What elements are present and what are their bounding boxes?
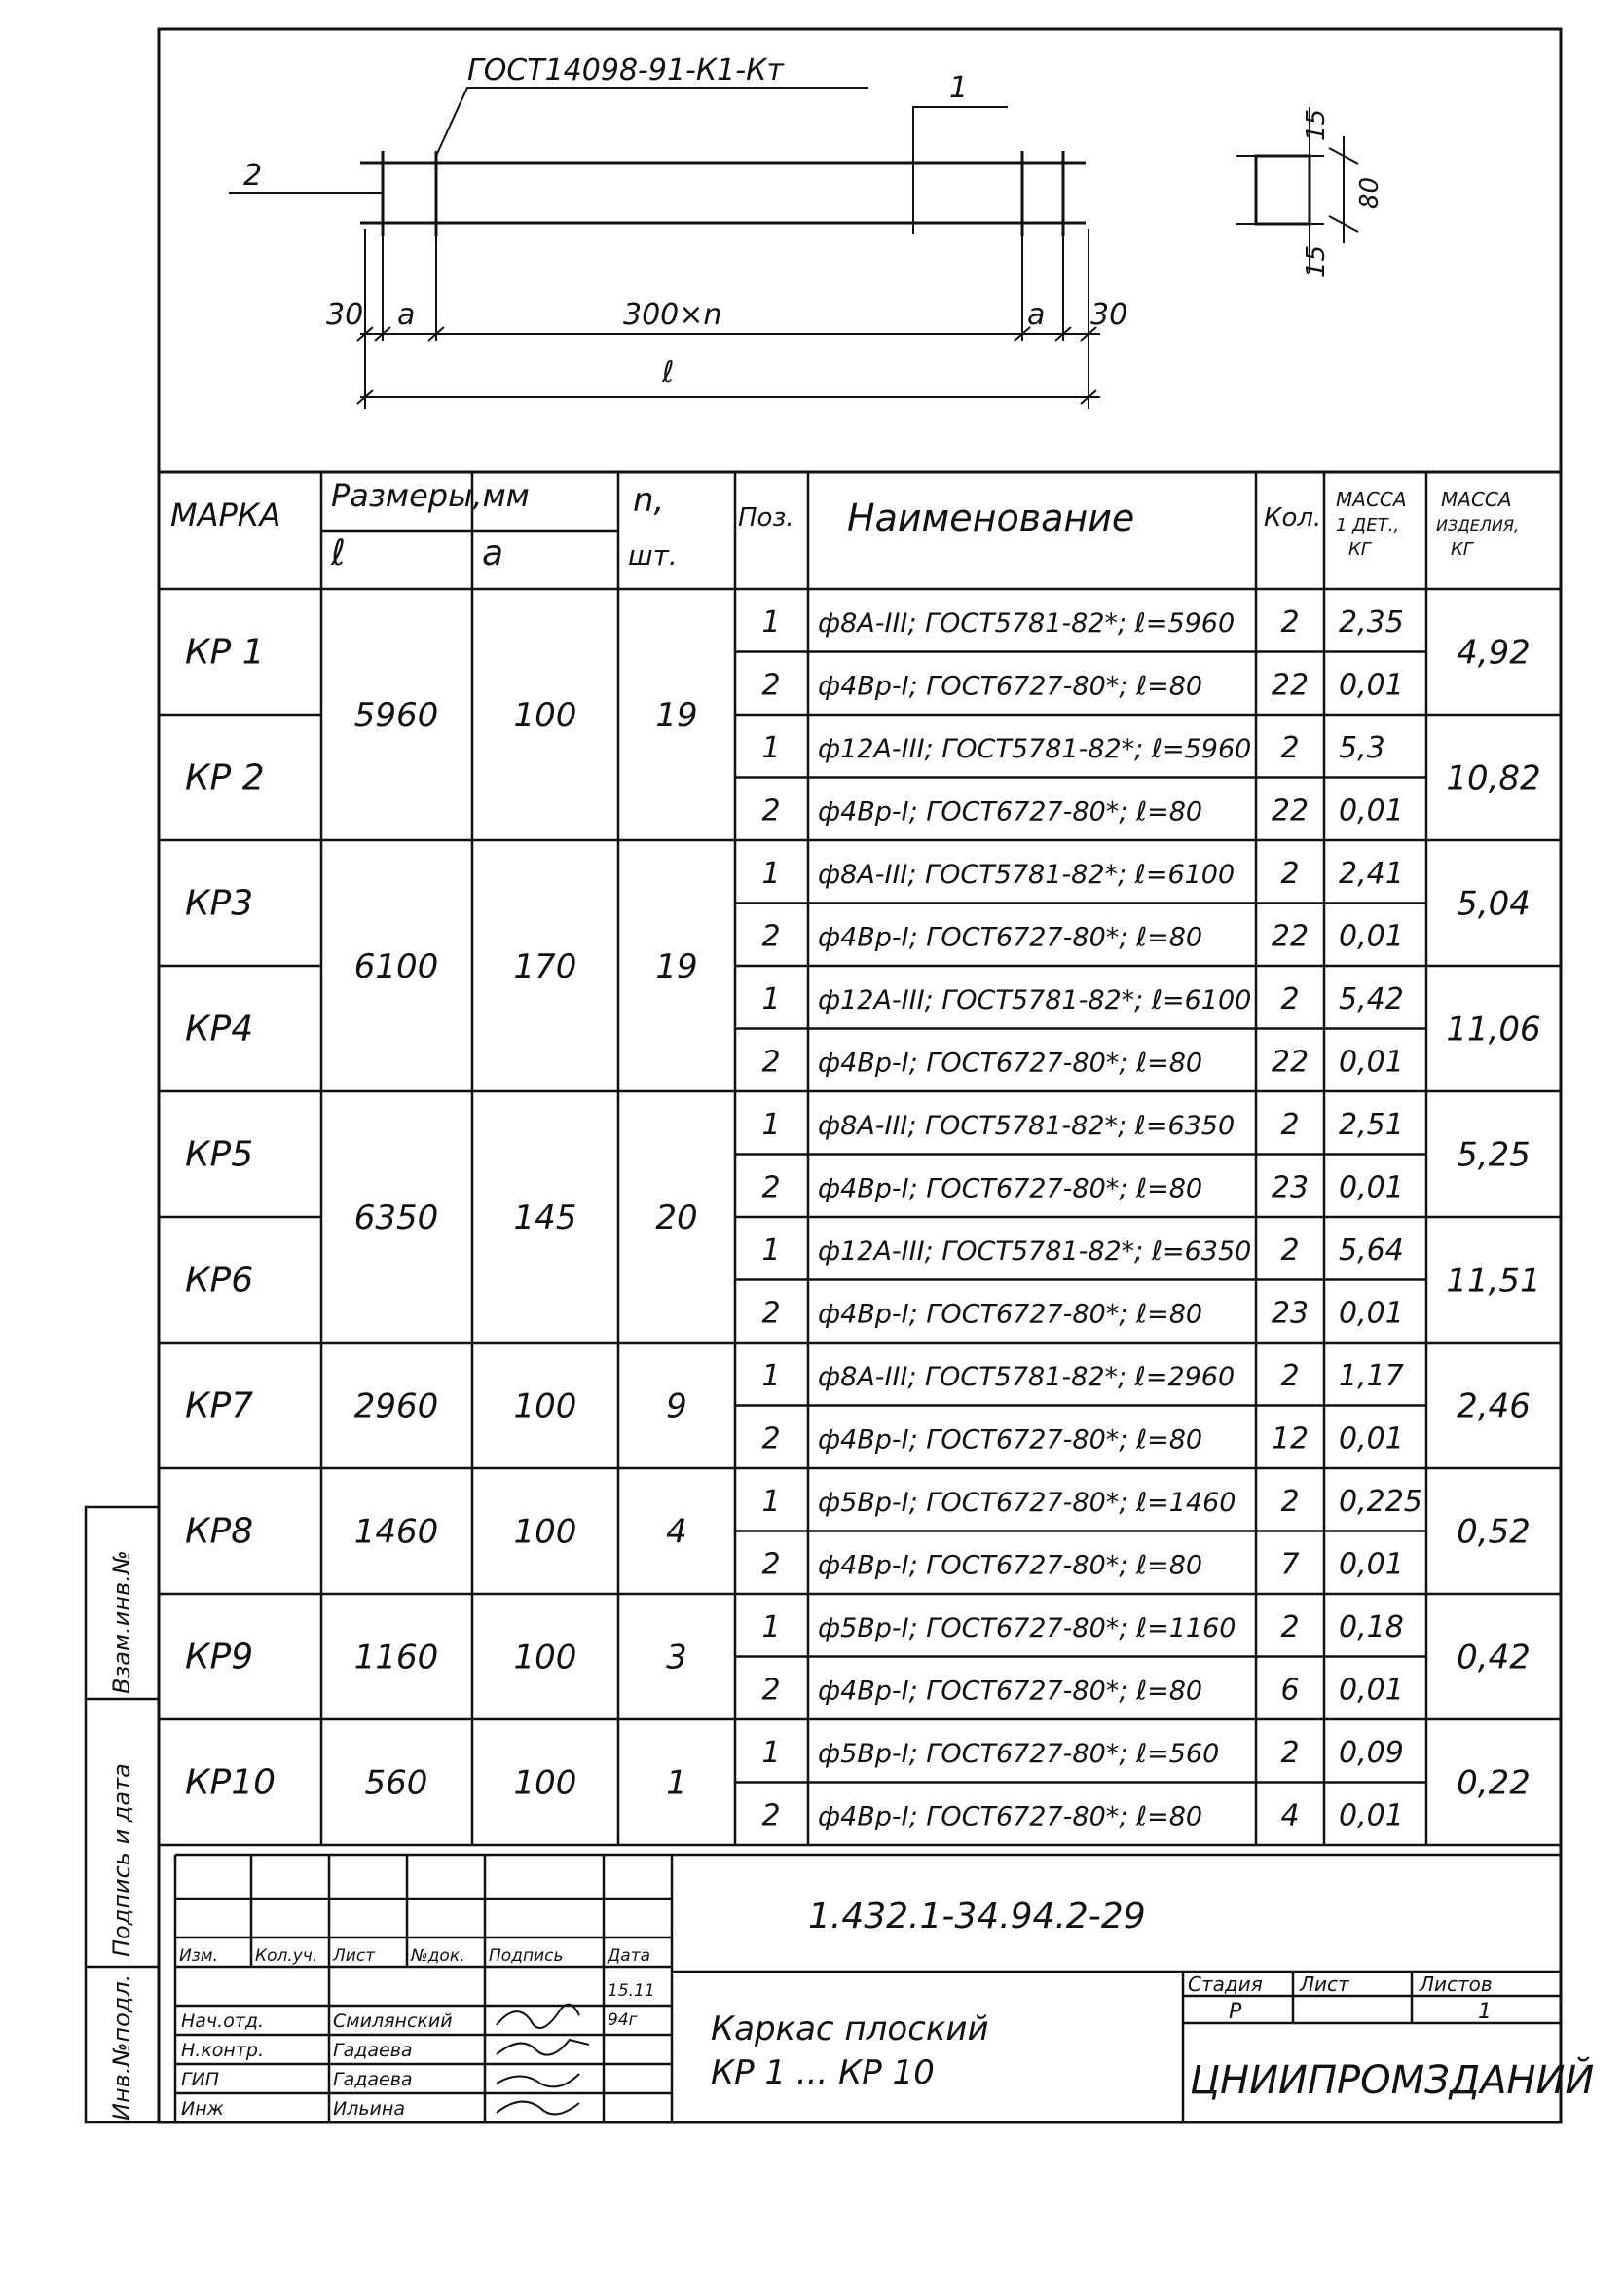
row-qty: 2 (1280, 857, 1300, 891)
mark-total-mass: 5,04 (1457, 884, 1531, 924)
row-name: ф5Вр-I; ГОСТ6727-80*; ℓ=1460 (818, 1488, 1236, 1518)
row-qty: 4 (1280, 1798, 1300, 1833)
row-name: ф12А-III; ГОСТ5781-82*; ℓ=6100 (818, 985, 1252, 1015)
pos1-label: 1 (949, 71, 969, 105)
group-length: 6100 (353, 947, 439, 986)
section-detail (1236, 107, 1358, 273)
rev-podpis: Подпись (489, 1946, 564, 1966)
sheets-header: Листов (1420, 1973, 1493, 1996)
signature-4 (497, 2102, 579, 2115)
header-mark: МАРКА (170, 497, 281, 534)
row-pos: 2 (761, 1045, 781, 1080)
row-name: ф4Вр-I; ГОСТ6727-80*; ℓ=80 (818, 796, 1203, 828)
row-pos: 2 (761, 1296, 781, 1331)
row-mass: 0,01 (1339, 1798, 1404, 1833)
rev-data: Дата (608, 1946, 651, 1966)
stamp-podpis: Подпись и дата (108, 1763, 135, 1957)
row-pos: 1 (761, 1108, 781, 1142)
group-a: 100 (513, 1512, 577, 1552)
group-a: 100 (513, 696, 577, 735)
group-n: 19 (655, 947, 698, 986)
mark-label: КР7 (185, 1385, 254, 1426)
row-name: ф8А-III; ГОСТ5781-82*; ℓ=5960 (818, 609, 1236, 639)
header-n-unit: шт. (628, 539, 678, 572)
row-pos: 2 (761, 1421, 781, 1457)
row-name: ф4Вр-I; ГОСТ6727-80*; ℓ=80 (818, 1676, 1203, 1707)
rev-list: Лист (333, 1946, 376, 1966)
person-2: Гадаева (333, 2040, 413, 2061)
row-pos: 2 (761, 1170, 781, 1205)
row-qty: 2 (1280, 982, 1300, 1016)
mark-total-mass: 10,82 (1446, 758, 1541, 798)
mark-label: КР10 (185, 1762, 277, 1803)
signature-1 (497, 2005, 579, 2028)
pos1-leader (913, 107, 1008, 170)
row-name: ф4Вр-I; ГОСТ6727-80*; ℓ=80 (818, 1173, 1203, 1204)
mark-label: КР4 (185, 1009, 254, 1050)
row-pos: 2 (761, 1547, 781, 1582)
row-qty: 22 (1271, 793, 1310, 829)
section-bottom-dim: 15 (1302, 244, 1331, 277)
row-pos: 2 (761, 919, 781, 954)
rev-ndok: №док. (411, 1946, 465, 1966)
row-name: ф8А-III; ГОСТ5781-82*; ℓ=6350 (818, 1111, 1236, 1141)
row-pos: 2 (761, 668, 781, 703)
row-pos: 1 (761, 1736, 781, 1770)
group-n: 20 (655, 1199, 698, 1237)
row-qty: 2 (1280, 606, 1300, 640)
row-qty: 2 (1280, 731, 1300, 765)
row-name: ф4Вр-I; ГОСТ6727-80*; ℓ=80 (818, 1550, 1203, 1581)
row-mass: 5,42 (1339, 982, 1404, 1016)
title-line-2: КР 1 ... КР 10 (711, 2053, 935, 2092)
header-pos: Поз. (738, 503, 794, 533)
dim-a-right: a (1027, 298, 1046, 332)
mark-label: КР 1 (185, 632, 265, 673)
row-mass: 0,01 (1339, 1547, 1404, 1582)
row-mass: 5,64 (1339, 1234, 1404, 1268)
row-name: ф4Вр-I; ГОСТ6727-80*; ℓ=80 (818, 1299, 1203, 1330)
signatures (497, 2005, 589, 2115)
row-mass: 0,01 (1339, 668, 1404, 703)
header-mass-item-3: КГ (1451, 539, 1473, 560)
row-qty: 23 (1271, 1170, 1310, 1205)
row-qty: 2 (1280, 1108, 1300, 1142)
group-a: 100 (513, 1638, 577, 1678)
side-stamp (108, 1550, 135, 2121)
mark-total-mass: 0,22 (1457, 1763, 1531, 1803)
row-qty: 22 (1271, 1045, 1310, 1080)
row-name: ф8А-III; ГОСТ5781-82*; ℓ=2960 (818, 1362, 1236, 1392)
doc-code: 1.432.1-34.94.2-29 (808, 1897, 1146, 1937)
person-3: Гадаева (333, 2069, 413, 2090)
group-a: 100 (513, 1386, 577, 1426)
group-length: 1460 (353, 1512, 439, 1552)
role-2: Н.контр. (181, 2040, 265, 2061)
group-n: 19 (655, 696, 698, 735)
title-line-1: Каркас плоский (711, 2010, 989, 2048)
row-name: ф5Вр-I; ГОСТ6727-80*; ℓ=560 (818, 1739, 1220, 1769)
row-name: ф5Вр-I; ГОСТ6727-80*; ℓ=1160 (818, 1613, 1236, 1643)
row-name: ф12А-III; ГОСТ5781-82*; ℓ=5960 (818, 734, 1252, 764)
mark-label: КР3 (185, 883, 254, 924)
row-name: ф4Вр-I; ГОСТ6727-80*; ℓ=80 (818, 922, 1203, 953)
header-mass-det: МАССА (1336, 488, 1407, 511)
row-qty: 2 (1280, 1610, 1300, 1644)
row-mass: 5,3 (1339, 731, 1385, 765)
group-length: 5960 (353, 696, 439, 735)
mark-total-mass: 11,06 (1446, 1010, 1541, 1050)
stamp-vzam: Взам.инв.№ (108, 1550, 135, 1694)
row-qty: 2 (1280, 1234, 1300, 1268)
mark-total-mass: 0,42 (1457, 1638, 1531, 1678)
date-line-2: 94г (608, 2010, 638, 2030)
row-qty: 2 (1280, 1359, 1300, 1393)
rev-izm: Изм. (179, 1946, 218, 1966)
gost-leader (436, 88, 868, 156)
stage-value: Р (1229, 2000, 1242, 2024)
group-n: 4 (666, 1512, 687, 1552)
header-mass-item: МАССА (1441, 488, 1512, 511)
group-a: 145 (513, 1199, 577, 1237)
header-sizes: Размеры,мм (331, 477, 530, 514)
row-pos: 2 (761, 1798, 781, 1833)
group-length: 1160 (353, 1638, 439, 1678)
dim-30-left: 30 (326, 298, 364, 332)
mark-total-mass: 4,92 (1457, 633, 1531, 673)
row-pos: 2 (761, 793, 781, 829)
row-name: ф8А-III; ГОСТ5781-82*; ℓ=6100 (818, 860, 1236, 890)
row-pos: 1 (761, 606, 781, 640)
group-n: 1 (666, 1763, 687, 1803)
row-mass: 0,01 (1339, 919, 1404, 954)
row-mass: 0,01 (1339, 1673, 1404, 1708)
group-length: 6350 (353, 1199, 439, 1237)
row-qty: 7 (1280, 1547, 1300, 1582)
group-n: 9 (666, 1386, 687, 1426)
row-mass: 2,51 (1339, 1108, 1404, 1142)
header-mass-det-3: КГ (1348, 539, 1371, 560)
group-a: 170 (513, 947, 577, 986)
row-name: ф4Вр-I; ГОСТ6727-80*; ℓ=80 (818, 1424, 1203, 1456)
org-name: ЦНИИПРОМЗДАНИЙ (1190, 2058, 1595, 2103)
row-pos: 1 (761, 1610, 781, 1644)
role-4: Инж (181, 2098, 224, 2120)
person-1: Смилянский (333, 2010, 453, 2032)
row-pos: 1 (761, 1485, 781, 1519)
dim-a-left: a (397, 298, 416, 332)
section-height-dim: 80 (1355, 176, 1384, 209)
row-name: ф4Вр-I; ГОСТ6727-80*; ℓ=80 (818, 1801, 1203, 1832)
group-length: 2960 (353, 1386, 439, 1426)
row-name: ф12А-III; ГОСТ5781-82*; ℓ=6350 (818, 1236, 1252, 1267)
section-top-dim: 15 (1302, 108, 1331, 141)
role-1: Нач.отд. (181, 2010, 265, 2032)
row-qty: 2 (1280, 1485, 1300, 1519)
dim-span: 300×n (623, 298, 722, 332)
group-a: 100 (513, 1763, 577, 1803)
sheet-header: Лист (1300, 1973, 1349, 1996)
row-pos: 1 (761, 1359, 781, 1393)
role-3: ГИП (181, 2069, 220, 2090)
row-pos: 2 (761, 1673, 781, 1708)
row-mass: 0,01 (1339, 1421, 1404, 1457)
row-qty: 22 (1271, 919, 1310, 954)
row-mass: 2,41 (1339, 857, 1404, 891)
header-n: n, (633, 481, 665, 520)
row-pos: 1 (761, 982, 781, 1016)
signature-2 (497, 2040, 589, 2055)
row-mass: 0,01 (1339, 1296, 1404, 1331)
row-pos: 1 (761, 857, 781, 891)
stage-header: Стадия (1188, 1973, 1263, 1996)
mark-label: КР8 (185, 1511, 254, 1552)
row-qty: 6 (1280, 1673, 1300, 1708)
person-4: Ильина (333, 2098, 405, 2120)
row-name: ф4Вр-I; ГОСТ6727-80*; ℓ=80 (818, 1048, 1203, 1079)
pos2-label: 2 (243, 159, 263, 193)
mark-total-mass: 0,52 (1457, 1512, 1531, 1552)
header-a: a (482, 534, 504, 573)
row-mass: 2,35 (1339, 606, 1404, 640)
mark-total-mass: 11,51 (1446, 1261, 1541, 1301)
row-mass: 0,225 (1339, 1485, 1422, 1519)
row-qty: 22 (1271, 668, 1310, 703)
gost-label: ГОСТ14098-91-К1-Кт (467, 54, 784, 88)
row-mass: 0,01 (1339, 793, 1404, 829)
dim-length: ℓ (662, 355, 675, 389)
row-mass: 0,01 (1339, 1045, 1404, 1080)
signature-3 (497, 2074, 579, 2086)
row-name: ф4Вр-I; ГОСТ6727-80*; ℓ=80 (818, 671, 1203, 702)
row-pos: 1 (761, 1234, 781, 1268)
mark-label: КР6 (185, 1260, 254, 1301)
header-qty: Кол. (1264, 503, 1322, 533)
row-mass: 1,17 (1339, 1359, 1404, 1393)
stamp-inv: Инв.№подл. (108, 1973, 135, 2121)
rev-kol: Кол.уч. (255, 1946, 318, 1966)
row-mass: 0,01 (1339, 1170, 1404, 1205)
row-mass: 0,09 (1339, 1736, 1404, 1770)
dim-ticks (357, 327, 1096, 404)
sheets-value: 1 (1478, 2000, 1492, 2024)
title-block (179, 1897, 1594, 2120)
mark-total-mass: 5,25 (1457, 1135, 1531, 1175)
header-l: ℓ (331, 534, 346, 573)
group-n: 3 (666, 1638, 687, 1678)
header-name: Наименование (847, 497, 1135, 539)
row-qty: 12 (1271, 1421, 1310, 1457)
header-mass-item-2: ИЗДЕЛИЯ, (1436, 516, 1520, 535)
date-line-1: 15.11 (608, 1981, 655, 2001)
mark-total-mass: 2,46 (1457, 1386, 1531, 1426)
row-pos: 1 (761, 731, 781, 765)
mark-label: КР5 (185, 1134, 254, 1175)
row-qty: 23 (1271, 1296, 1310, 1331)
header-mass-det-2: 1 ДЕТ., (1336, 515, 1400, 535)
row-qty: 2 (1280, 1736, 1300, 1770)
mark-label: КР 2 (185, 757, 265, 798)
row-mass: 0,18 (1339, 1610, 1404, 1644)
mark-label: КР9 (185, 1637, 254, 1678)
dim-30-right: 30 (1090, 298, 1128, 332)
group-length: 560 (364, 1763, 428, 1803)
